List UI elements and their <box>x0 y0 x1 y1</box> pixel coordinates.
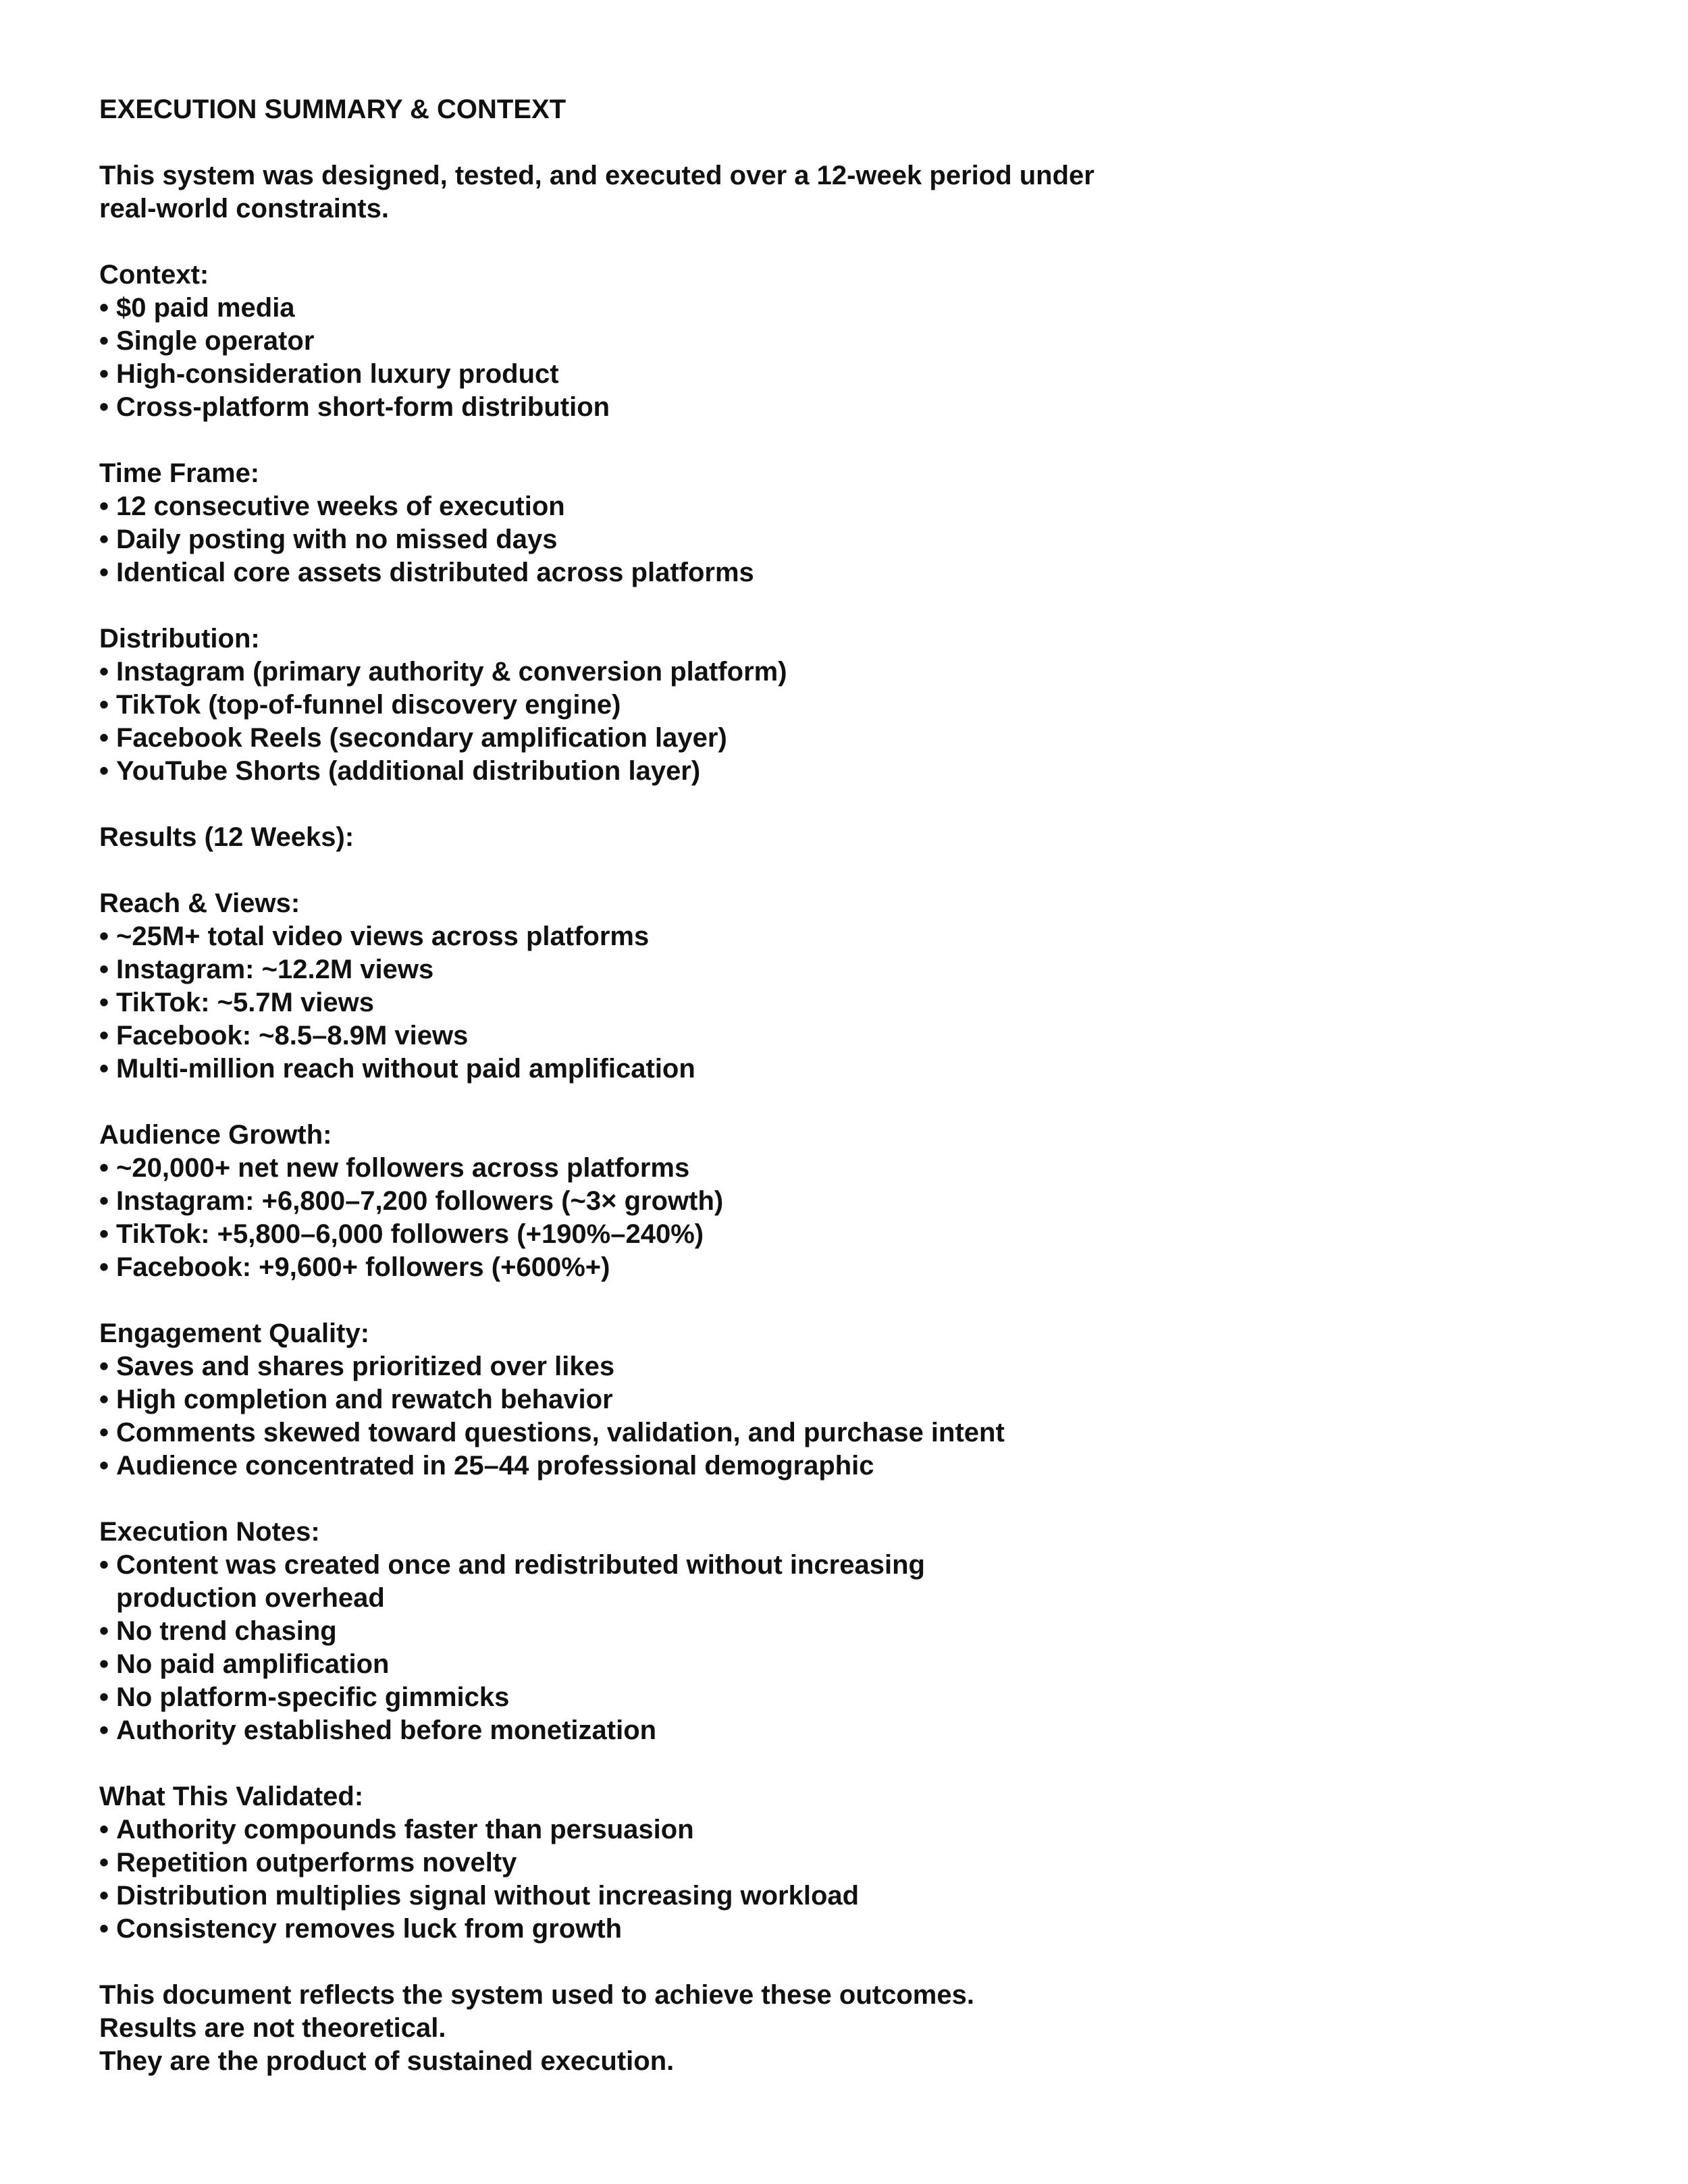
distribution-title: Distribution: <box>99 624 260 654</box>
list-item-text: Audience concentrated in 25–44 professional demographic <box>116 1451 874 1481</box>
execution-notes-title: Execution Notes: <box>99 1517 320 1547</box>
list-item-text: No paid amplification <box>116 1649 390 1679</box>
bullet-icon: • <box>99 1848 109 1877</box>
list-item <box>99 755 1585 788</box>
list-item-text: Instagram: +6,800–7,200 followers (~3× growth) <box>116 1186 724 1216</box>
list-item-text: Distribution multiplies signal without increasing workload <box>116 1881 860 1911</box>
list-item-text: $0 paid media <box>116 293 295 323</box>
list-item-text: Facebook: ~8.5–8.9M views <box>116 1021 469 1050</box>
spacer <box>99 589 1585 622</box>
closing-line: They are the product of sustained execution. <box>99 2046 675 2076</box>
list-item <box>99 1813 1585 1846</box>
list-item <box>99 358 1585 391</box>
engagement-list <box>99 1350 1585 1483</box>
bullet-icon: • <box>99 1682 109 1712</box>
list-item <box>99 722 1585 755</box>
audience-list <box>99 1152 1585 1284</box>
bullet-icon: • <box>99 922 109 951</box>
bullet-icon: • <box>99 392 109 422</box>
reach-title: Reach & Views: <box>99 888 300 918</box>
spacer <box>99 1946 1585 1979</box>
intro-line: This system was designed, tested, and executed over a 12-week period under <box>99 161 1094 190</box>
spacer <box>99 788 1585 821</box>
bullet-icon: • <box>99 1186 109 1216</box>
list-item-text: High-consideration luxury product <box>116 359 559 389</box>
distribution-list <box>99 656 1585 788</box>
list-item-text: Instagram: ~12.2M views <box>116 955 434 984</box>
bullet-icon: • <box>99 1815 109 1844</box>
list-item-text: Facebook Reels (secondary amplification layer) <box>116 723 727 753</box>
list-item <box>99 1846 1585 1880</box>
list-item <box>99 1383 1585 1416</box>
bullet-icon: • <box>99 1054 109 1084</box>
list-item <box>99 986 1585 1019</box>
list-item <box>99 325 1585 358</box>
time-frame-list <box>99 490 1585 589</box>
list-item-text: production overhead <box>116 1583 385 1613</box>
bullet-icon: • <box>99 1021 109 1050</box>
list-item <box>99 953 1585 986</box>
bullet-icon: • <box>99 1649 109 1679</box>
list-item-text: TikTok (top-of-funnel discovery engine) <box>116 690 621 720</box>
list-item <box>99 1019 1585 1053</box>
list-item-text: Content was created once and redistributed without increasing <box>116 1550 925 1580</box>
bullet-icon: • <box>99 1914 109 1944</box>
list-item-text: Comments skewed toward questions, validation, and purchase intent <box>116 1418 1005 1447</box>
list-item <box>99 1350 1585 1383</box>
spacer <box>99 1284 1585 1317</box>
list-item-text: 12 consecutive weeks of execution <box>116 491 565 521</box>
list-item-text: Cross-platform short-form distribution <box>116 392 610 422</box>
list-item-text: No trend chasing <box>116 1616 337 1646</box>
list-item <box>99 490 1585 523</box>
list-item <box>99 1615 1585 1648</box>
closing-paragraph <box>99 1979 1585 2078</box>
list-item <box>99 1449 1585 1483</box>
bullet-icon: • <box>99 988 109 1017</box>
closing-line: This document reflects the system used to achieve these outcomes. <box>99 1980 974 2010</box>
list-item-text: High completion and rewatch behavior <box>116 1385 613 1414</box>
list-item <box>99 1185 1585 1218</box>
list-item-text: Authority established before monetization <box>116 1715 657 1745</box>
validated-list <box>99 1813 1585 1946</box>
list-item-text: Multi-million reach without paid amplification <box>116 1054 695 1084</box>
engagement-title: Engagement Quality: <box>99 1319 370 1348</box>
audience-title: Audience Growth: <box>99 1120 332 1150</box>
bullet-icon: • <box>99 1352 109 1381</box>
list-item-text: Daily posting with no missed days <box>116 525 558 554</box>
list-item-text: ~20,000+ net new followers across platforms <box>116 1153 690 1183</box>
spacer <box>99 1086 1585 1119</box>
list-item <box>99 1880 1585 1913</box>
bullet-icon: • <box>99 1219 109 1249</box>
bullet-icon: • <box>99 525 109 554</box>
bullet-icon: • <box>99 1715 109 1745</box>
list-item <box>99 1251 1585 1284</box>
bullet-icon: • <box>99 657 109 687</box>
list-item <box>99 292 1585 325</box>
spacer <box>99 1483 1585 1516</box>
list-item <box>99 556 1585 589</box>
spacer <box>99 126 1585 159</box>
bullet-icon: • <box>99 558 109 587</box>
spacer <box>99 1747 1585 1780</box>
list-item <box>99 1549 1585 1615</box>
spacer <box>99 225 1585 259</box>
list-item <box>99 1416 1585 1449</box>
list-item-text: Single operator <box>116 326 315 356</box>
bullet-icon: • <box>99 1616 109 1646</box>
context-list <box>99 292 1585 424</box>
list-item-text: Instagram (primary authority & conversion platform) <box>116 657 787 687</box>
context-title: Context: <box>99 260 209 290</box>
list-item <box>99 1152 1585 1185</box>
intro-paragraph <box>99 159 1585 225</box>
bullet-icon: • <box>99 723 109 753</box>
list-item-text: Repetition outperforms novelty <box>116 1848 517 1877</box>
page-title: EXECUTION SUMMARY & CONTEXT <box>99 95 566 124</box>
list-item-text: Authority compounds faster than persuasion <box>116 1815 694 1844</box>
list-item <box>99 1648 1585 1681</box>
list-item-text: TikTok: ~5.7M views <box>116 988 375 1017</box>
intro-line: real-world constraints. <box>99 194 389 223</box>
results-title: Results (12 Weeks): <box>99 822 354 852</box>
bullet-icon: • <box>99 326 109 356</box>
list-item-text: Identical core assets distributed across platforms <box>116 558 754 587</box>
bullet-icon: • <box>99 1385 109 1414</box>
list-item <box>99 689 1585 722</box>
list-item-text: Consistency removes luck from growth <box>116 1914 623 1944</box>
spacer <box>99 424 1585 457</box>
list-item <box>99 920 1585 953</box>
bullet-icon: • <box>99 1153 109 1183</box>
bullet-icon: • <box>99 1881 109 1911</box>
bullet-icon: • <box>99 690 109 720</box>
list-item <box>99 656 1585 689</box>
document-page <box>99 93 1585 2078</box>
spacer <box>99 854 1585 887</box>
validated-title: What This Validated: <box>99 1782 364 1811</box>
list-item <box>99 391 1585 424</box>
reach-list <box>99 920 1585 1086</box>
bullet-icon: • <box>99 756 109 786</box>
list-item-text: ~25M+ total video views across platforms <box>116 922 650 951</box>
bullet-icon: • <box>99 359 109 389</box>
time-frame-title: Time Frame: <box>99 458 260 488</box>
list-item <box>99 1053 1585 1086</box>
bullet-icon: • <box>99 1451 109 1481</box>
execution-notes-list <box>99 1549 1585 1747</box>
list-item <box>99 1681 1585 1714</box>
list-item-text: No platform-specific gimmicks <box>116 1682 510 1712</box>
list-item <box>99 1218 1585 1251</box>
list-item-text: Saves and shares prioritized over likes <box>116 1352 615 1381</box>
list-item-text: YouTube Shorts (additional distribution layer) <box>116 756 701 786</box>
closing-line: Results are not theoretical. <box>99 2013 446 2043</box>
bullet-icon: • <box>99 1550 109 1580</box>
bullet-icon: • <box>99 1418 109 1447</box>
list-item-text: Facebook: +9,600+ followers (+600%+) <box>116 1252 610 1282</box>
list-item <box>99 1913 1585 1946</box>
list-item-text: TikTok: +5,800–6,000 followers (+190%–240%) <box>116 1219 704 1249</box>
bullet-icon: • <box>99 955 109 984</box>
list-item <box>99 523 1585 556</box>
bullet-icon: • <box>99 491 109 521</box>
list-item <box>99 1714 1585 1747</box>
bullet-icon: • <box>99 293 109 323</box>
bullet-icon: • <box>99 1252 109 1282</box>
